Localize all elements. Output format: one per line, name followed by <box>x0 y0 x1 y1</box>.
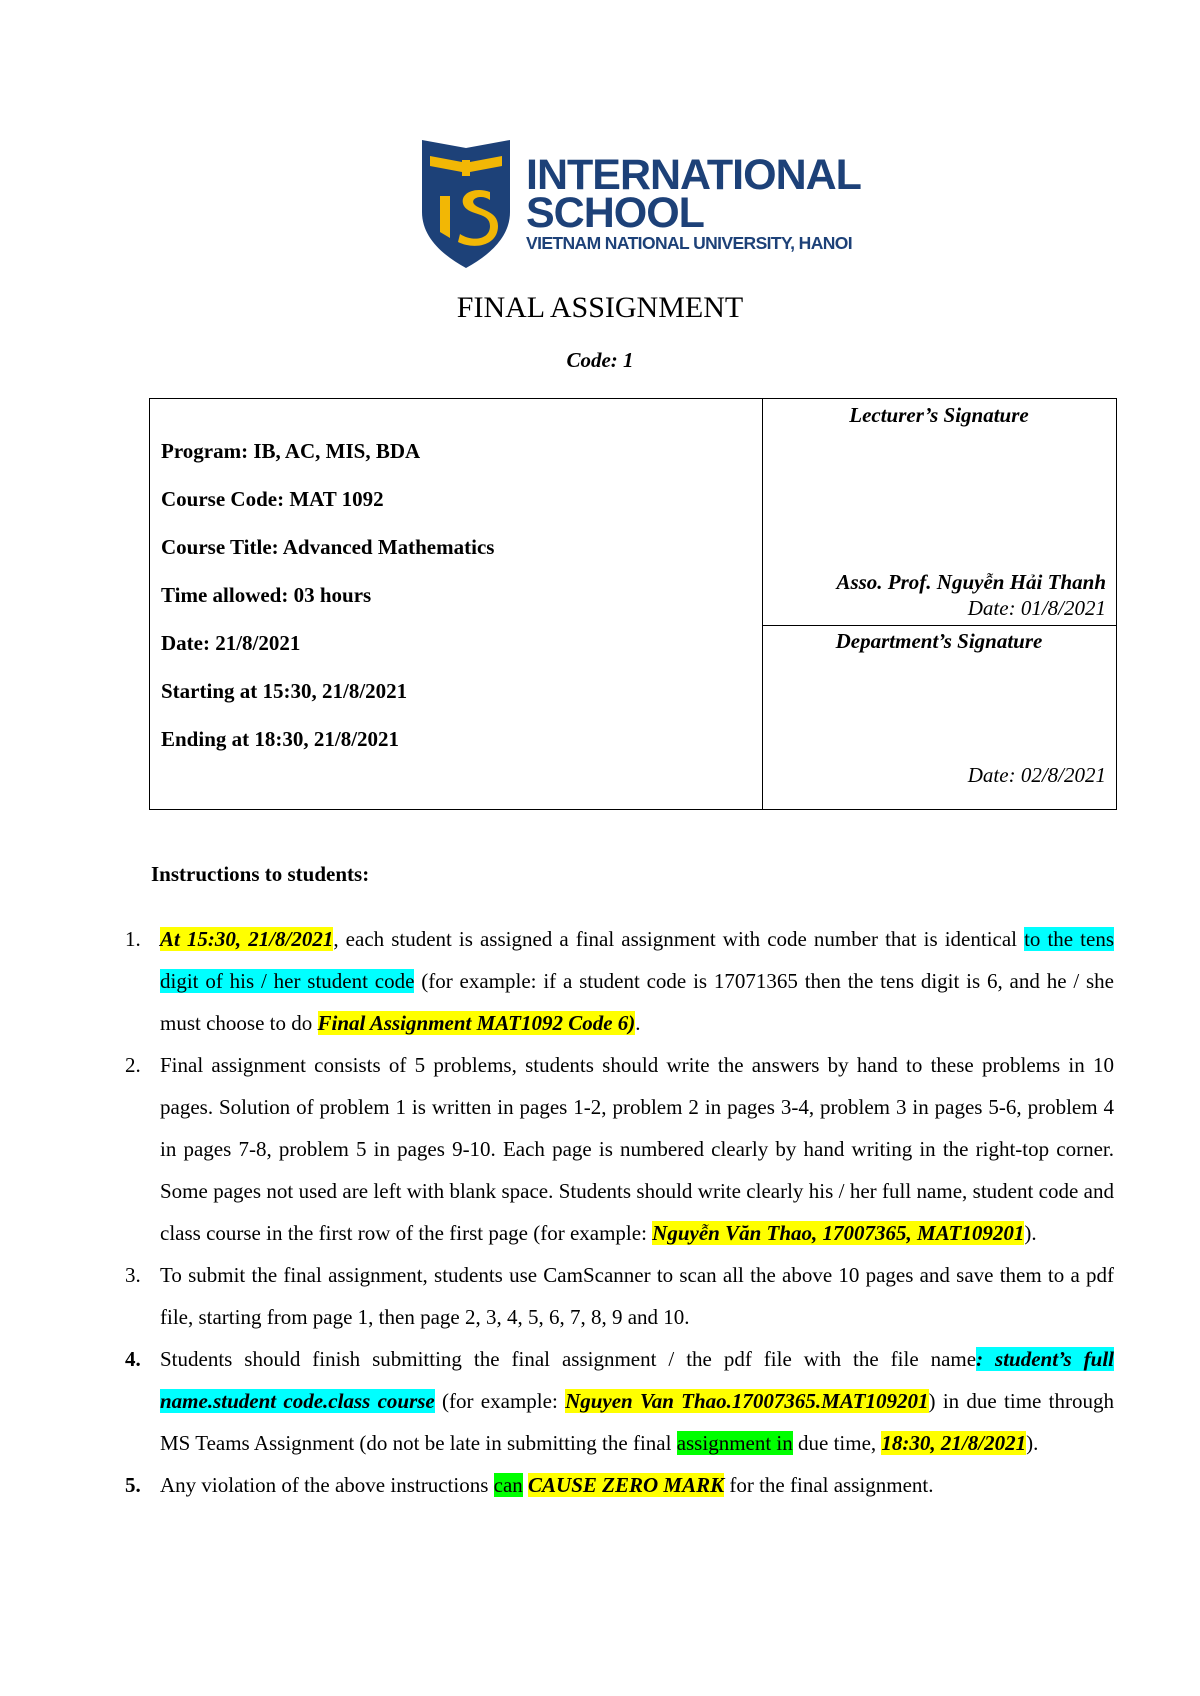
page-title: FINAL ASSIGNMENT <box>456 291 744 324</box>
text-segment: ). <box>1026 1431 1039 1455</box>
logo-line-school: SCHOOL <box>526 189 704 237</box>
lecturer-date: Date: 01/8/2021 <box>967 596 1106 620</box>
text-segment: for the final assignment. <box>724 1473 934 1497</box>
text-segment: To submit the final assignment, students use CamScanner to scan all the above 10 pages and save them to a pdf file, starting from page 1, then page 2, 3, 4, 5, 6, 7, 8, 9 and 10. <box>160 1263 1114 1329</box>
instructions-heading: Instructions to students: <box>151 862 370 886</box>
logo-line-university: VIETNAM NATIONAL UNIVERSITY, HANOI <box>526 233 853 253</box>
list-item-number: 1. <box>125 927 141 951</box>
highlight-can: can <box>493 1473 523 1497</box>
course-code-field: Course Code: MAT 1092 <box>161 487 384 511</box>
school-logo <box>418 134 880 272</box>
text-segment: ). <box>1024 1221 1037 1245</box>
department-signature-label: Department’s Signature <box>835 629 1043 653</box>
highlight-name-example: Nguyễn Văn Thao, 17007365, MAT109201 <box>652 1221 1025 1245</box>
course-info-table <box>149 398 1117 810</box>
instructions-list <box>118 918 1114 1506</box>
highlight-tens-digit: to the tens digit of his / her student code <box>160 927 1114 993</box>
list-item-number: 4. <box>125 1347 141 1371</box>
start-time-field: Starting at 15:30, 21/8/2021 <box>161 679 408 703</box>
list-item-number: 2. <box>125 1053 141 1077</box>
highlight-zero-mark: CAUSE ZERO MARK <box>528 1473 725 1497</box>
program-field: Program: IB, AC, MIS, BDA <box>161 439 421 463</box>
shield-logo-icon <box>418 134 514 270</box>
list-item-number: 5. <box>125 1473 141 1497</box>
highlight-assignment-in: assignment in <box>676 1431 793 1455</box>
course-details <box>161 439 751 775</box>
list-item <box>118 1044 1114 1254</box>
list-item <box>118 1254 1114 1338</box>
end-time-field: Ending at 18:30, 21/8/2021 <box>161 727 400 751</box>
highlight-file-name-example: Nguyen Van Thao.17007365.MAT109201 <box>565 1389 929 1413</box>
lecturer-signature-label: Lecturer’s Signature <box>849 403 1029 427</box>
text-segment: Students should finish submitting the final assignment / the pdf file with the file name <box>160 1347 977 1371</box>
highlight-start-time: At 15:30, 21/8/2021 <box>160 927 334 951</box>
list-item <box>118 1464 1114 1506</box>
department-date: Date: 02/8/2021 <box>967 763 1106 787</box>
text-segment: ) in due time through MS Teams Assignment (do not be late in submitting the final <box>160 1389 1114 1455</box>
logo-line-international: INTERNATIONAL <box>526 151 861 199</box>
table-divider-vertical <box>762 399 763 809</box>
table-divider-horizontal <box>762 625 1116 626</box>
list-item-number: 3. <box>125 1263 141 1287</box>
text-segment: , each student is assigned a final assignment with code number that is identical <box>333 927 1025 951</box>
list-item <box>118 918 1114 1044</box>
text-segment: (for example: <box>434 1389 566 1413</box>
assignment-code: Code: 1 <box>566 348 634 372</box>
text-segment: Any violation of the above instructions <box>160 1473 494 1497</box>
highlight-end-time: 18:30, 21/8/2021 <box>881 1431 1027 1455</box>
course-title-field: Course Title: Advanced Mathematics <box>161 535 495 559</box>
text-segment: Final assignment consists of 5 problems, students should write the answers by hand to these problems in 10 pages. Solution of problem 1 is written in pages 1-2, problem 2 in pages 3-4, problem 3 in pages 5-6, problem 4 in pages 7-8, problem 5 in pages 9-10. Each page is numbered clearly by hand writing in the right-top corner. Some pages not used are left with blank space. Students should write clearly his / her full name, student code and class course in the first row of the first page (for example: <box>160 1053 1114 1245</box>
lecturer-name: Asso. Prof. Nguyễn Hải Thanh <box>836 570 1106 594</box>
list-item <box>118 1338 1114 1464</box>
time-allowed-field: Time allowed: 03 hours <box>161 583 372 607</box>
highlight-file-name-format: : student’s full name.student code.class course <box>160 1347 1114 1413</box>
date-field: Date: 21/8/2021 <box>161 631 301 655</box>
text-segment: due time, <box>792 1431 882 1455</box>
text-segment: (for example: if a student code is 17071365 then the tens digit is 6, and he / she must choose to do <box>160 969 1114 1035</box>
text-segment: . <box>635 1011 641 1035</box>
highlight-assignment-example: Final Assignment MAT1092 Code 6) <box>317 1011 636 1035</box>
